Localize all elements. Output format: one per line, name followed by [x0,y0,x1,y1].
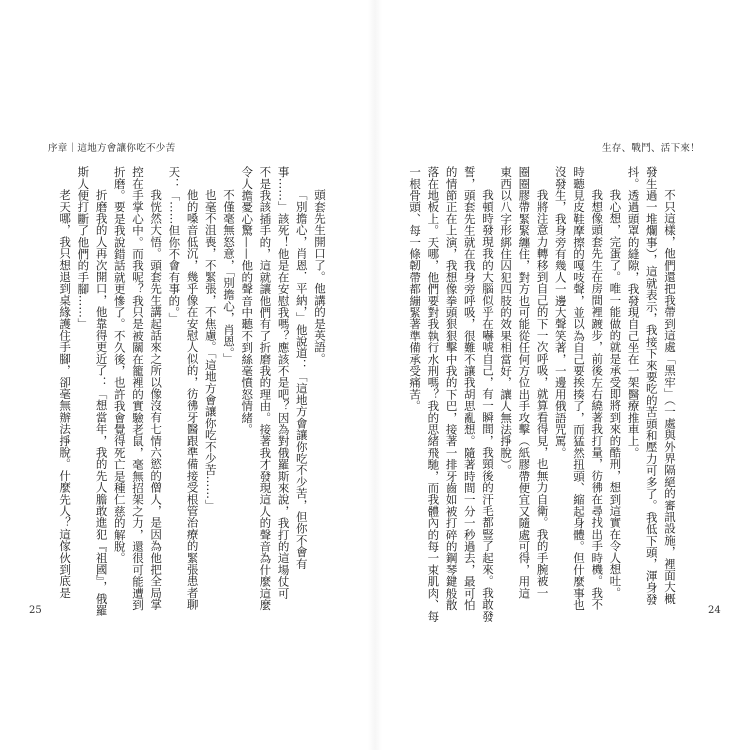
text-line: 令人擔憂心驚——他的聲音中聽不到絲毫憤怒情緒。 [240,166,255,436]
text-line: 老天哪，我只想退到桌緣護住手腳，卻毫無辦法掙脫。什麼先人？這傢伙到底是 [58,189,73,599]
page-number-left: 25 [29,605,42,616]
page-number-right: 24 [708,605,721,616]
paragraph [238,166,311,626]
text-line: 頭套先生開口了。他講的是英語。 [313,189,327,365]
text-line: 我想像頭套先生在房間裡踱步，前後左右繞著我打量，彷彿在尋找出手時機。我不 [590,189,605,611]
left-page-body-text [56,166,329,626]
paragraph [624,166,679,626]
paragraph [202,166,220,626]
text-line: 落在地板上。天哪，他們要對我執行水刑嗎？我的思緒飛馳，而我體內的每一束肌肉、每 [426,166,441,623]
paragraph [606,166,624,626]
paragraph [311,166,329,626]
text-line: 我頓時發現我的大腦似乎在嚇唬自己，有一瞬間，我頸後的汗毛都豎了起來。我敢發 [480,189,495,622]
paragraph [165,166,201,626]
paragraph [552,166,607,626]
text-line: 圈圈膠帶緊緊纏住，對方也可能從任何方位出手攻擊（紙膠帶便宜又隨處可得，用這 [517,166,532,599]
text-line: 折磨。要是我說錯話就更慘了。不久後，也許我會覺得死亡是種仁慈的解脫。 [112,166,127,564]
text-line: 沒發生，我身旁有幾人一邊大聲笑著，一邊用俄語咒罵。 [553,166,568,459]
text-line: 天：「……但你不會有事的。」 [167,166,182,325]
text-line: 他的嗓音低沉，幾乎像在安慰人似的，彷彿牙醫跟準備接受根管治療的緊張患者聊 [185,189,200,611]
paragraph [497,166,552,626]
text-line: 斯人便打斷了他們的手腳……」 [76,166,91,330]
text-line: 也毫不沮喪，不緊張，不焦慮。「這地方會讓你吃不少苦……」 [203,189,218,511]
paragraph [406,166,497,626]
text-line: 我心想，完蛋了。唯一能做的就是承受即將到來的酷刑，想到這實在令人想吐。 [608,189,623,599]
text-line: 的情節正在上演，我想像拳頭狠狠擊中我的下巴，接著一排牙齒如被打碎的鋼琴鍵般散 [444,166,459,611]
right-page-body-text [406,166,679,626]
text-line: 不是我該插手的，這就讓他們有了折磨我的理由。接著我才發現這人的聲音為什麼這麼 [258,166,273,611]
text-line: 不只這樣，他們還把我帶到這處「黑牢」（一處與外界隔絕的審訊設施，裡面大概 [663,189,677,605]
paragraph [74,166,110,626]
paragraph [111,166,166,626]
text-line: 折磨我的人再次開口，他靠得更近了：「想當年，我的先人膽敢進犯『祖國』，俄羅 [94,189,109,617]
text-line: 事……」該死！他是在安慰我嗎？應該不是吧？因為對俄羅斯來說，我打的這場仗可 [276,166,291,599]
text-line: 「別擔心，肖恩．平納，」他說道：「這地方會讓你吃不少苦，但你不會有 [294,189,309,570]
paragraph [56,166,74,626]
text-line: 控在手掌心中。而我呢？我只是被關在籠裡的實驗老鼠，毫無招架之力，還很可能遭到 [130,166,145,611]
text-line: 不僅毫無怒意，「別擔心，肖恩。」 [221,189,236,365]
text-line: 我恍然大悟。頭套先生講起話來之所以像沒有七情六慾的僧人，是因為他把全局掌 [149,189,164,611]
text-line: 時聽見皮鞋摩擦的嘎吱聲，並以為自己要挨揍了，而猛然扭頭、縮起身體。但什麼事也 [571,166,586,611]
text-line: 東西以八字形綁住囚犯四肢的效果相當好，讓人無法掙脫）。 [499,166,514,477]
text-line: 發生過一堆爛事），這就表示，我接下來要吃的苦頭和壓力可多了。我低下頭，渾身發 [644,166,659,605]
paragraph [220,166,238,626]
text-line: 誓，頭套先生就在我身旁呼吸，很難不讓我胡思亂想。隨著時間一分一秒過去，最可怕 [462,166,477,611]
text-line: 我將注意力轉移到自己的下一次呼吸，就算看得見，也無力自衛。我的手腕被一 [535,189,550,599]
running-header-book-title: 生存、戰鬥、活下來！ [601,143,700,154]
text-line: 抖。透過頭罩的縫隙，我發現自己坐在一架醫療推車上。 [626,166,641,459]
text-line: 一根骨頭、每一條韌帶都繃緊著準備承受痛苦。 [408,166,423,412]
running-header-chapter: 序章｜這地方會讓你吃不少苦 [48,143,176,154]
right-page [375,0,750,750]
